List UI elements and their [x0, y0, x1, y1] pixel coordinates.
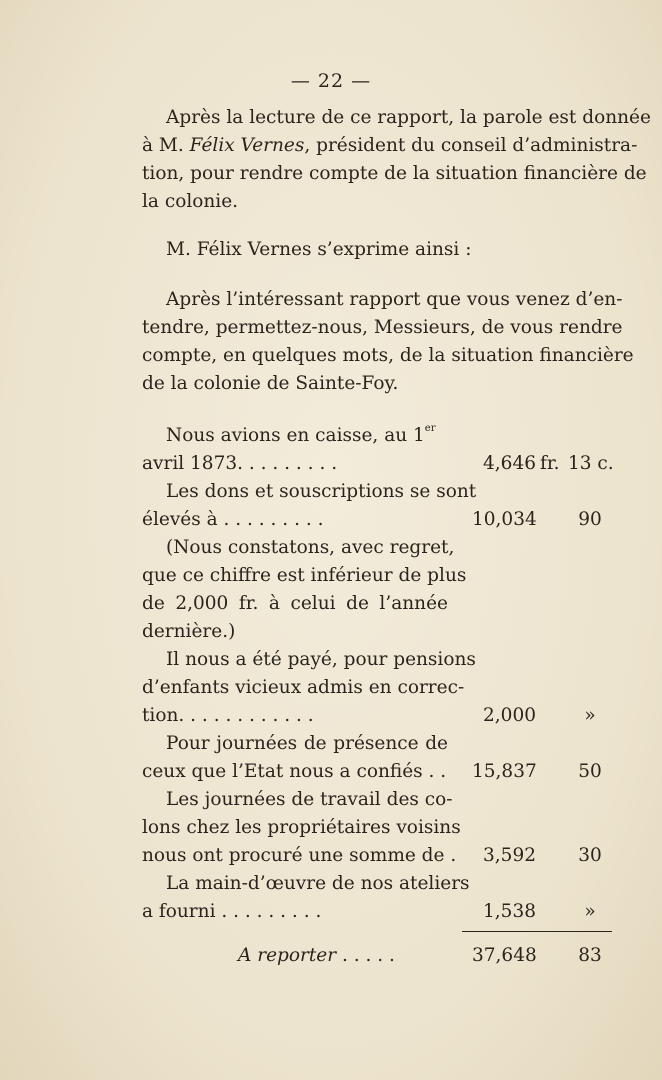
entry-5-line-2: ceux que l’Etat nous a confiés . . 15,837 50 — [142, 758, 622, 786]
entry-2-cents: 90 — [578, 509, 602, 530]
total-rule — [462, 931, 612, 932]
entry-1-line-2: avril 1873. . . . . . . . . 4,646 fr. 13 c. — [142, 450, 622, 478]
entry-3-line-4: dernière.) — [142, 621, 236, 642]
entry-1-cents: 13 c. — [568, 453, 614, 474]
intro-line-3: tion, pour rendre compte de la situation financière de — [142, 163, 647, 184]
entry-4-cents: » — [584, 705, 596, 726]
entry-7-cents: » — [584, 901, 596, 922]
total-label: A reporter — [238, 945, 337, 966]
entry-3-line-3: de 2,000 fr. à celui de l’année — [142, 593, 448, 614]
entry-6-cents: 30 — [578, 845, 602, 866]
speaker-name: Félix Vernes — [189, 135, 305, 156]
entry-4-line-3: tion. . . . . . . . . . . . 2,000 » — [142, 702, 622, 730]
para-line-3: compte, en quelques mots, de la situation financière — [142, 345, 634, 366]
total-amount: 37,648 — [472, 945, 537, 966]
entry-5-amount: 15,837 — [472, 761, 537, 782]
entry-4-line-2: d’enfants vicieux admis en correc- — [142, 677, 465, 698]
entry-2-amount: 10,034 — [472, 509, 537, 530]
para-line-4: de la colonie de Sainte-Foy. — [142, 373, 399, 394]
entry-5-line-1: Pour journées de présence de — [166, 733, 448, 754]
entry-7-line-1: La main-d’œuvre de nos ateliers — [166, 873, 470, 894]
entry-7-line-2: a fourni . . . . . . . . . 1,538 » — [142, 898, 622, 926]
entry-1-amount: 4,646 — [483, 453, 536, 474]
entry-5-cents: 50 — [578, 761, 602, 782]
intro-line-2: à M. Félix Vernes, président du conseil d’administra- — [142, 135, 638, 156]
report-paragraph — [142, 286, 634, 398]
entry-6-line-2: lons chez les propriétaires voisins — [142, 817, 461, 838]
entry-2-line-2: élevés à . . . . . . . . . 10,034 90 — [142, 506, 622, 534]
para-line-1: Après l’intéressant rapport que vous venez d’en- — [166, 289, 623, 310]
entry-2-line-1: Les dons et souscriptions se sont — [166, 481, 477, 502]
entry-6-line-3: nous ont procuré une somme de . 3,592 30 — [142, 842, 622, 870]
entry-3-line-1: (Nous constatons, avec regret, — [166, 537, 455, 558]
entry-6-line-1: Les journées de travail des co- — [166, 789, 453, 810]
entry-4-amount: 2,000 — [483, 705, 536, 726]
entry-7-amount: 1,538 — [483, 901, 536, 922]
entry-6-amount: 3,592 — [483, 845, 536, 866]
para-line-2: tendre, permettez-nous, Messieurs, de vous rendre — [142, 317, 623, 338]
entry-1-unit: fr. — [540, 453, 560, 474]
total-row: A reporter . . . . . 37,648 83 — [142, 942, 622, 970]
intro-line-1: Après la lecture de ce rapport, la parole est donnée — [166, 107, 651, 128]
page-number: — 22 — — [290, 70, 372, 92]
total-cents: 83 — [578, 945, 602, 966]
intro-line-4: la colonie. — [142, 191, 239, 212]
entry-4-line-1: Il nous a été payé, pour pensions — [166, 649, 476, 670]
speaker-line: M. Félix Vernes s’exprime ainsi : — [166, 239, 472, 260]
intro-paragraph — [142, 104, 651, 216]
entry-1-line-1: Nous avions en caisse, au 1er — [166, 423, 436, 446]
entry-3-line-2: que ce chiffre est inférieur de plus — [142, 565, 467, 586]
